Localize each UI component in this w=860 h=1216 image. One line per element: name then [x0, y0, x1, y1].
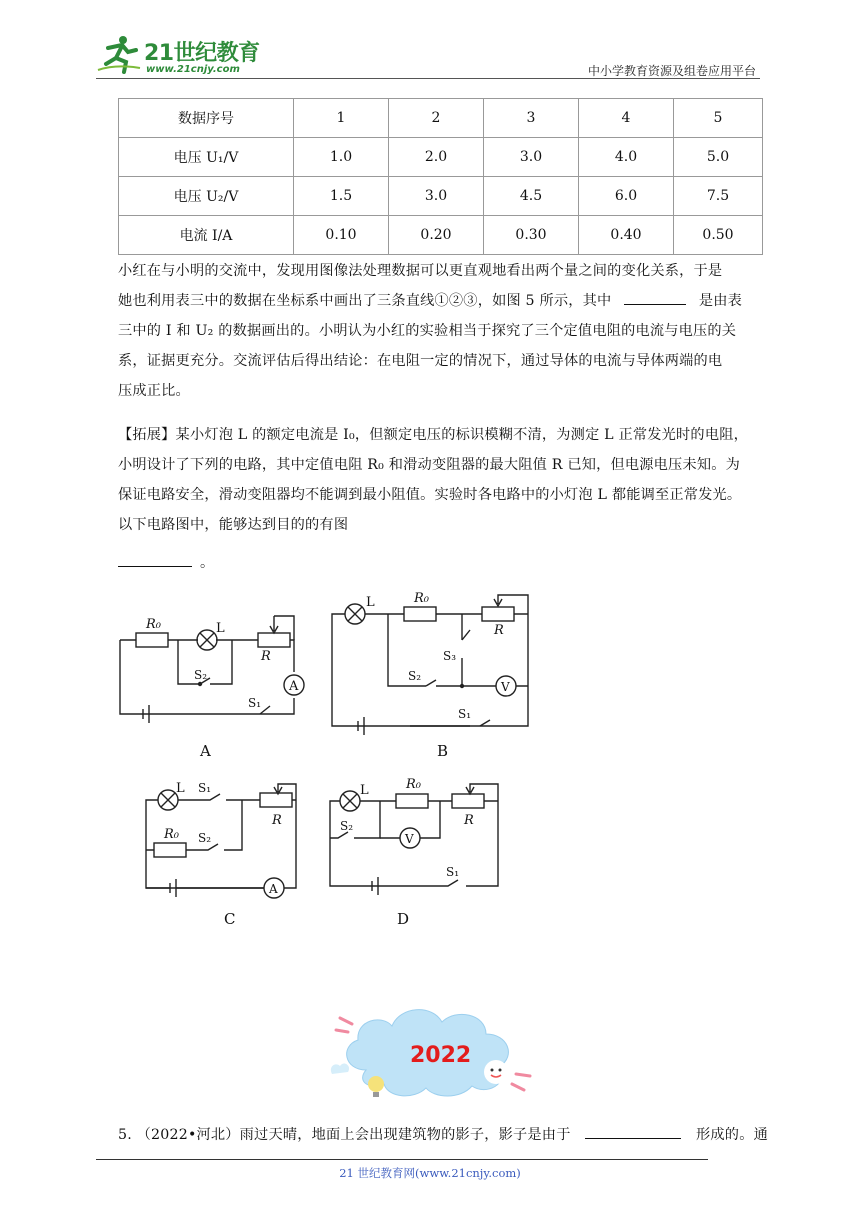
logo-text: 21世纪教育	[144, 41, 260, 66]
label-s2: S₂	[198, 831, 212, 845]
label-s2: S₂	[408, 669, 422, 683]
header-divider	[96, 78, 760, 79]
table-cell: 电压 U₂/V	[119, 177, 294, 216]
table-cell: 1	[294, 99, 389, 138]
circuit-b	[332, 591, 528, 735]
table-header-row	[119, 99, 763, 138]
label-s1: S₁	[458, 707, 472, 721]
table-cell: 0.10	[294, 216, 389, 255]
text-segment: 她也利用表三中的数据在坐标系中画出了三条直线①②③，如图 5 所示，其中	[118, 293, 612, 309]
label-s2: S₂	[194, 668, 208, 682]
text-line: 以下电路图中，能够达到目的的有图	[118, 517, 349, 533]
table-cell: 4	[579, 99, 674, 138]
circuit-label-d: D	[397, 910, 410, 928]
text-segment: 是由表	[698, 293, 743, 309]
table-cell: 5.0	[674, 138, 763, 177]
table-cell: 0.20	[389, 216, 484, 255]
label-l: L	[366, 595, 375, 610]
table-cell: 6.0	[579, 177, 674, 216]
paragraph-extension	[118, 420, 766, 578]
small-cloud-icon	[331, 1064, 349, 1074]
label-r: R	[464, 813, 474, 828]
header-platform-text: 中小学教育资源及组卷应用平台	[587, 64, 756, 78]
table-cell: 2	[389, 99, 484, 138]
text-line: 小红在与小明的交流中，发现用图像法处理数据可以更直观地看出两个量之间的变化关系，于是	[118, 263, 723, 279]
table-cell: 1.0	[294, 138, 389, 177]
circuit-diagrams	[110, 588, 540, 934]
paragraph-exchange	[118, 256, 766, 406]
logo-runner-icon	[96, 34, 142, 74]
table-row	[119, 216, 763, 255]
question-5	[118, 1120, 778, 1150]
label-r0: R₀	[406, 777, 421, 792]
table-cell: 4.0	[579, 138, 674, 177]
circuit-d	[330, 777, 498, 895]
ammeter-symbol: A	[289, 679, 299, 694]
answer-blank[interactable]	[624, 290, 686, 305]
footer-link[interactable]: 21 世纪教育网(www.21cnjy.com)	[339, 1166, 521, 1180]
table-cell: 1.5	[294, 177, 389, 216]
text-segment: 。	[200, 555, 215, 571]
year-cloud-decoration	[326, 1000, 536, 1106]
circuit-label-b: B	[437, 742, 449, 760]
lightbulb-icon	[368, 1076, 384, 1097]
answer-blank[interactable]	[118, 552, 192, 567]
question-text: 形成的。通	[696, 1127, 768, 1143]
table-cell: 0.30	[484, 216, 579, 255]
label-l: L	[360, 783, 369, 798]
text-line: 【拓展】某小灯泡 L 的额定电流是 I₀，但额定电压的标识模糊不清，为测定 L 正常发光时的电阻，	[118, 427, 748, 443]
label-r: R	[272, 813, 282, 828]
circuit-c	[146, 781, 296, 898]
label-s3: S₃	[443, 649, 457, 663]
answer-blank[interactable]	[585, 1124, 681, 1139]
table-cell: 7.5	[674, 177, 763, 216]
table-row	[119, 177, 763, 216]
text-line	[118, 548, 766, 578]
label-r0: R₀	[414, 591, 429, 606]
table-cell: 3.0	[484, 138, 579, 177]
label-r: R	[261, 649, 271, 664]
table-row	[119, 138, 763, 177]
label-s1: S₁	[248, 696, 262, 710]
page-header	[96, 34, 760, 80]
table-cell: 数据序号	[119, 99, 294, 138]
text-line: 三中的 I 和 U₂ 的数据画出的。小明认为小红的实验相当于探究了三个定值电阻的电流与电压的关	[118, 323, 737, 339]
data-table	[118, 98, 763, 255]
text-line	[118, 286, 766, 316]
voltmeter-symbol: V	[501, 680, 510, 694]
voltmeter-symbol: V	[405, 832, 414, 846]
label-l: L	[216, 621, 225, 636]
label-s1: S₁	[198, 781, 212, 795]
label-s1: S₁	[446, 865, 460, 879]
table-cell: 3.0	[389, 177, 484, 216]
footer-divider	[96, 1159, 708, 1160]
year-text: 2022	[410, 1043, 472, 1068]
label-l: L	[176, 781, 185, 796]
circuit-label-a: A	[200, 742, 211, 760]
text-line: 压成正比。	[118, 383, 190, 399]
table-cell: 电压 U₁/V	[119, 138, 294, 177]
table-cell: 电流 I/A	[119, 216, 294, 255]
smiley-cloud-icon	[484, 1060, 508, 1084]
circuit-a	[120, 616, 304, 723]
table-cell: 0.50	[674, 216, 763, 255]
logo-url: www.21cnjy.com	[146, 64, 240, 75]
ammeter-symbol: A	[269, 882, 278, 896]
text-line: 保证电路安全，滑动变阻器均不能调到最小阻值。实验时各电路中的小灯泡 L 都能调至正常发光。	[118, 487, 742, 503]
text-line: 小明设计了下列的电路，其中定值电阻 R₀ 和滑动变阻器的最大阻值 R 已知，但电源电压未知。为	[118, 457, 740, 473]
table-cell: 2.0	[389, 138, 484, 177]
sparkle-icon	[512, 1074, 530, 1090]
sparkle-icon	[336, 1018, 352, 1032]
text-line: 系，证据更充分。交流评估后得出结论：在电阻一定的情况下，通过导体的电流与导体两端的电	[118, 353, 723, 369]
table-cell: 5	[674, 99, 763, 138]
table-cell: 4.5	[484, 177, 579, 216]
circuit-label-c: C	[224, 910, 236, 928]
table-cell: 3	[484, 99, 579, 138]
label-r: R	[494, 623, 504, 638]
question-text: 5. （2022•河北）雨过天晴，地面上会出现建筑物的影子，影子是由于	[118, 1127, 571, 1143]
table-cell: 0.40	[579, 216, 674, 255]
label-r0: R₀	[146, 617, 161, 632]
label-s2: S₂	[340, 819, 354, 833]
label-r0: R₀	[164, 827, 179, 842]
